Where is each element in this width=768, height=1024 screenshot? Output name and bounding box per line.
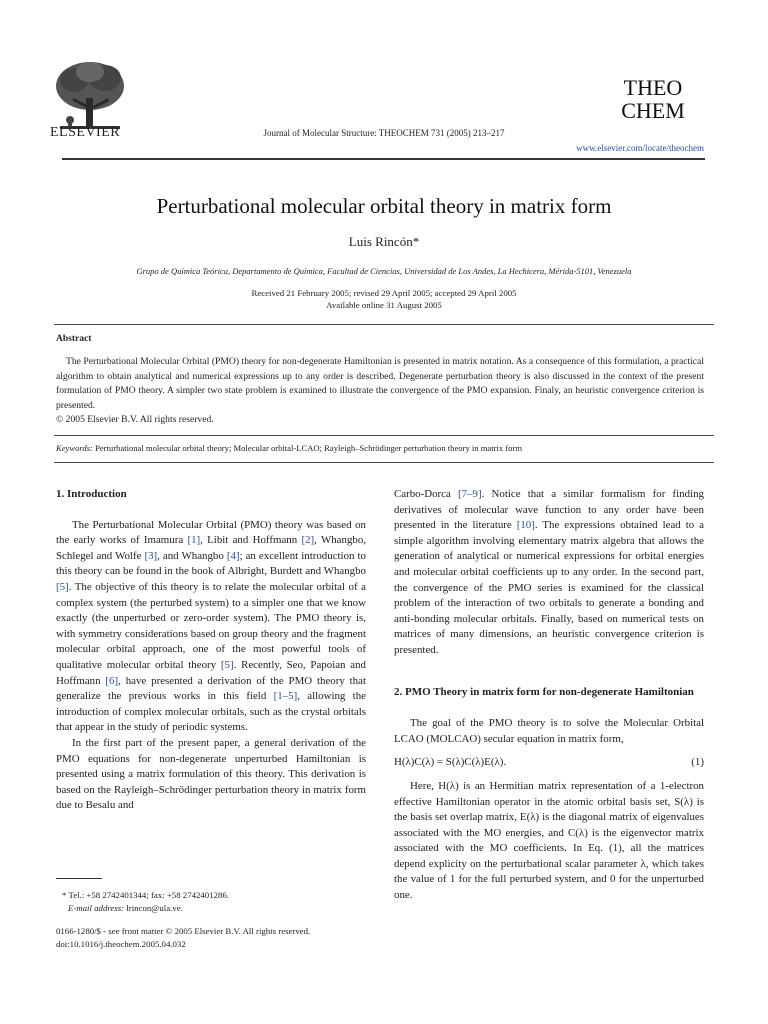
equation-body: H(λ)C(λ) = S(λ)C(λ)E(λ).: [394, 756, 507, 769]
journal-url-link[interactable]: www.elsevier.com/locate/theochem: [576, 143, 704, 153]
available-date: Available online 31 August 2005: [326, 300, 442, 310]
equation-1: [394, 755, 704, 771]
front-matter: [56, 925, 376, 951]
section2-paragraph-2: Here, H(λ) is an Hermitian matrix representation of a 1-electron effective Hamiltonian operator in the atomic orbital basis set, S(λ) is the basis set overlap matrix, E(λ) is the diagonal matrix of eigenvalues associated with the MO energies, and C(λ) is the eigenvector matrix associated with the MO coefficients. In Eq. (1), all the matrices depend explicity on the perturbational scalar parameter λ, which takes the value of 1 for the full perturbed system, and 0 for the unperturbed one.: [394, 779, 704, 902]
ref-link[interactable]: [3]: [144, 549, 158, 562]
ref-link[interactable]: [6]: [105, 674, 119, 687]
footnote-tel: * Tel.: +58 2742401344; fax: +58 2742401286.: [62, 890, 229, 900]
section-heading-pmo-matrix: 2. PMO Theory in matrix form for non-degenerate Hamiltonian: [394, 685, 694, 698]
keywords-divider: [54, 435, 714, 436]
keywords-list: Perturbational molecular orbital theory; Molecular orbital-LCAO; Rayleigh–Schrödinger perturbation theory in matrix form: [95, 443, 523, 453]
publisher-name: ELSEVIER: [50, 125, 121, 140]
abstract-body: [56, 355, 704, 428]
ref-link[interactable]: [10]: [516, 519, 535, 532]
author-footnote: [56, 889, 376, 914]
intro-paragraph-2-continued: Carbo-Dorca [7–9]. Notice that a similar formalism for finding derivatives of molecular wave function to any order have been presented in the literature [10]. The expressions obtained lead to a simple algorithm involving elementary matrix algebra that allows the generation of analytical or numerical expressions for orbital energies and molecular orbital coefficients up to any order. In the second part, the convergence of the PMO series is examined for the classical problem of the interaction of two orbitals to generate a bonding and anti-bonding molecular orbitals. Finally, based on numerical tests on matrices of many dimensions, an heuristic convergence criterion is presented.: [394, 488, 704, 656]
left-column: [56, 487, 366, 814]
intro-paragraph-1: The Perturbational Molecular Orbital (PMO) theory was based on the early works of Imamura [1], Libit and Hoffmann [2], Whangbo, Schlegel and Wolfe [3], and Whangbo [4]; an excellent introduction to this theory can be found in the book of Albright, Burdett and Whangbo [5]. The objective of this theory is to relate the molecular orbital of a complex system (the perturbed system) to a simpler one that we know exactly (the unperturbed or zero-order system). The PMO theory is, with symmetry considerations based on group theory and the fragment molecular orbital approach, one of the most powerful tools of qualitative molecular orbital theory [5]. Recently, Seo, Papoian and Hoffmann [6], have presented a derivation of the PMO theory that generalize the previous works in this field [1–5], allowing the introduction of complex molecular orbitals, such as the crystal orbitals that appear in the study of periodic systems.: [56, 518, 367, 734]
journal-citation: Journal of Molecular Structure: THEOCHEM 731 (2005) 213–217: [263, 128, 505, 138]
abstract-copyright: © 2005 Elsevier B.V. All rights reserved.: [56, 414, 214, 426]
journal-brand: [604, 76, 702, 122]
abstract-heading: Abstract: [56, 334, 92, 344]
ref-link[interactable]: [5]: [220, 658, 234, 671]
ref-link[interactable]: [1]: [187, 534, 201, 547]
header-divider: [62, 158, 705, 160]
keywords-line: [56, 443, 522, 453]
abstract-bottom-divider: [54, 462, 714, 463]
intro-paragraph-2: In the first part of the present paper, a general derivation of the PMO equations for non-degenerate unperturbed Hamiltonian is presented using a matrix formulation of this theory. This derivation is based on the Rayleigh–Schrödinger perturbation theory in matrix form due to Besalu and: [56, 736, 366, 812]
abstract-text: The Perturbational Molecular Orbital (PMO) theory for non-degenerate Hamiltonian is presented in matrix notation. As a consequence of this formulation, a practical algorithm to obtain analytical and numerical expressions up to any order is described. Degenerate perturbation theory is also discussed in the context of the present formulation of PMO theory. A simpler two state problem is examined to illustrate the convergence of the PMO expansion. Finaly, an heuristic convergence criterion is presented.: [56, 356, 704, 411]
article-title: Perturbational molecular orbital theory in matrix form: [156, 194, 612, 218]
section-heading-introduction: 1. Introduction: [56, 488, 127, 500]
author-name: Luis Rincón*: [348, 234, 420, 249]
right-column: [394, 487, 704, 904]
section2-paragraph-1: The goal of the PMO theory is to solve the Molecular Orbital LCAO (MOLCAO) secular equation in matrix form,: [394, 717, 704, 745]
brand-line-2: CHEM: [621, 98, 685, 123]
equation-number: (1): [691, 756, 704, 769]
abstract-top-divider: [54, 324, 714, 325]
keywords-label: Keywords:: [56, 443, 93, 453]
ref-link[interactable]: [5]: [56, 580, 69, 593]
doi-line: doi:10.1016/j.theochem.2005.04.032: [56, 939, 186, 949]
author-affiliation: Grupo de Química Teórica, Departamento de Química, Facultad de Ciencias, Universidad de Los Andes, La Hechicera, Mérida-5101, Venezuela: [136, 266, 632, 276]
ref-link[interactable]: [2]: [301, 534, 315, 547]
brand-line-1: THEO: [623, 75, 683, 100]
email-link[interactable]: lrincon@ula.ve.: [126, 902, 183, 913]
front-matter-line: 0166-1280/$ - see front matter © 2005 Elsevier B.V. All rights reserved.: [56, 926, 311, 936]
article-dates: [0, 287, 768, 311]
footnote-email: E-mail address: lrincon@ula.ve.: [68, 902, 183, 913]
ref-link[interactable]: [7–9]: [458, 488, 482, 500]
ref-link[interactable]: [4]: [226, 549, 240, 562]
received-dates: Received 21 February 2005; revised 29 April 2005; accepted 29 April 2005: [251, 288, 517, 298]
footnote-divider: [56, 878, 102, 879]
ref-link[interactable]: [1–5]: [273, 690, 298, 703]
